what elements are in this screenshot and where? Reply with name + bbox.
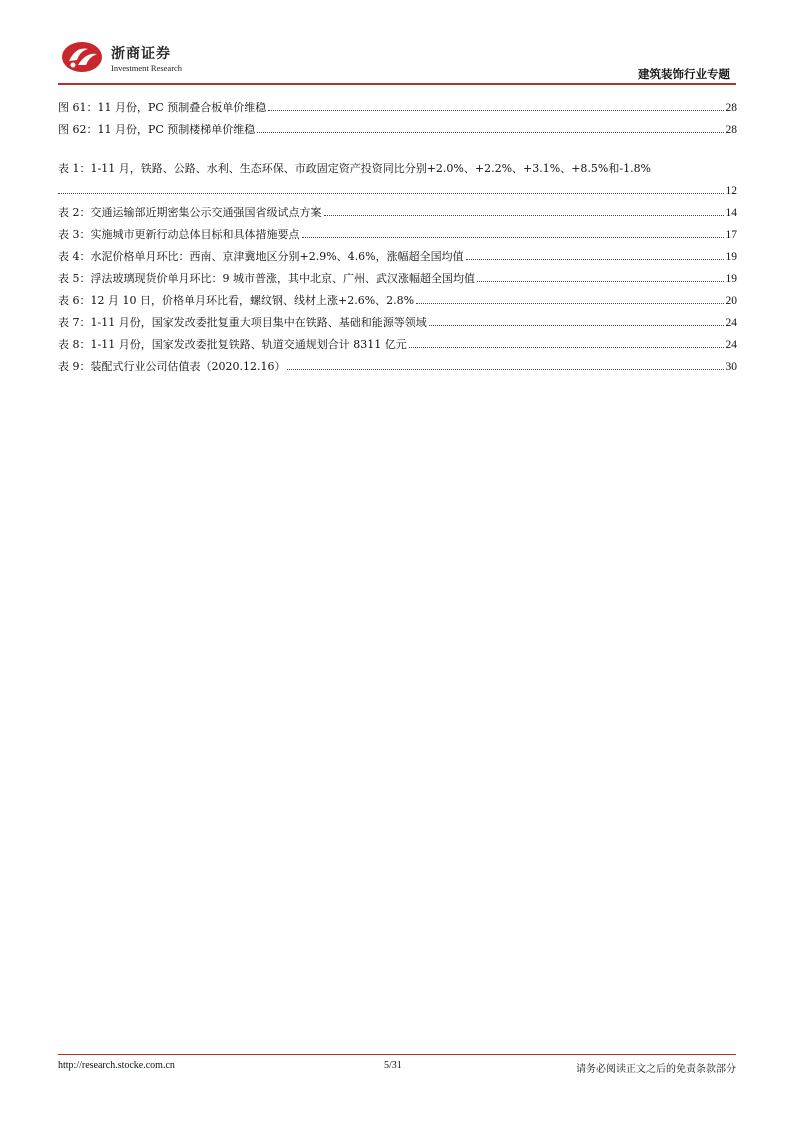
header-divider — [58, 83, 736, 85]
toc-entry-label: 表 1：1-11 月，铁路、公路、水利、生态环保、市政固定资产投资同比分别+2.0%、+2.2%、+3.1%、+8.5%和-1.8% — [58, 162, 652, 175]
toc-leader-dots — [287, 369, 723, 370]
toc-entry-label-line — [58, 158, 737, 180]
toc-leader-dots — [58, 193, 724, 194]
toc-entry-table-7[interactable] — [58, 312, 737, 334]
toc-entry-figure-62[interactable] — [58, 119, 737, 141]
toc-entry-page: 24 — [725, 339, 737, 351]
toc-entry-table-1[interactable] — [58, 158, 737, 202]
toc-leader-dots — [257, 132, 723, 133]
toc-entry-label: 表 7：1-11 月份，国家发改委批复重大项目集中在铁路、基础和能源等领域 — [58, 316, 427, 329]
toc-entry-continuation — [58, 180, 737, 202]
toc-entry-table-6[interactable] — [58, 290, 737, 312]
toc-entry-label: 表 9：装配式行业公司估值表（2020.12.16） — [58, 360, 286, 373]
toc-leader-dots — [477, 281, 724, 282]
toc-entry-label: 表 6：12 月 10 日，价格单月环比看，螺纹钢、线材上涨+2.6%、2.8% — [58, 294, 415, 307]
footer-url-link[interactable]: http://research.stocke.com.cn — [58, 1060, 175, 1071]
section-gap — [58, 141, 737, 158]
toc-entry-table-8[interactable] — [58, 334, 737, 356]
toc-entry-label: 表 4：水泥价格单月环比：西南、京津冀地区分别+2.9%、4.6%，涨幅超全国均值 — [58, 250, 464, 263]
footer-divider — [58, 1054, 736, 1055]
zheshang-logo-icon — [60, 40, 104, 74]
table-of-contents — [58, 97, 737, 378]
disclaimer-note: 请务必阅读正文之后的免责条款部分 — [576, 1064, 736, 1075]
toc-entry-page: 24 — [725, 317, 737, 329]
toc-entry-page: 17 — [725, 229, 737, 241]
brand-name-cn: 浙商证券 — [111, 46, 171, 62]
toc-leader-dots — [429, 325, 724, 326]
toc-entry-table-2[interactable] — [58, 202, 737, 224]
brand-name-en: Investment Research — [111, 63, 183, 73]
toc-entry-table-9[interactable] — [58, 356, 737, 378]
toc-entry-label: 表 5：浮法玻璃现货价单月环比：9 城市普涨，其中北京、广州、武汉涨幅超全国均值 — [58, 272, 475, 285]
toc-entry-table-5[interactable] — [58, 268, 737, 290]
toc-entry-table-4[interactable] — [58, 246, 737, 268]
toc-entry-label: 图 61：11 月份，PC 预制叠合板单价维稳 — [58, 101, 267, 114]
toc-leader-dots — [268, 110, 723, 111]
toc-leader-dots — [409, 347, 724, 348]
toc-entry-figure-61[interactable] — [58, 97, 737, 119]
toc-entry-page: 28 — [725, 124, 737, 136]
toc-leader-dots — [466, 259, 724, 260]
toc-leader-dots — [416, 303, 723, 304]
page-number: 5/31 — [384, 1060, 402, 1071]
toc-entry-label: 表 3：实施城市更新行动总体目标和具体措施要点 — [58, 228, 300, 241]
toc-entry-table-3[interactable] — [58, 224, 737, 246]
toc-entry-page: 14 — [725, 207, 737, 219]
toc-entry-page: 20 — [725, 295, 737, 307]
toc-entry-page: 19 — [725, 273, 737, 285]
toc-entry-page: 19 — [725, 251, 737, 263]
toc-leader-dots — [324, 215, 724, 216]
toc-entry-label: 表 8：1-11 月份，国家发改委批复铁路、轨道交通规划合计 8311 亿元 — [58, 338, 407, 351]
toc-entry-page: 30 — [725, 361, 737, 373]
toc-entry-label: 图 62：11 月份，PC 预制楼梯单价维稳 — [58, 123, 256, 136]
toc-entry-page: 12 — [725, 185, 737, 197]
toc-entry-label: 表 2：交通运输部近期密集公示交通强国省级试点方案 — [58, 206, 322, 219]
report-title: 建筑装饰行业专题 — [638, 67, 730, 81]
toc-entry-page: 28 — [725, 102, 737, 114]
toc-leader-dots — [302, 237, 724, 238]
page-header — [0, 0, 793, 90]
